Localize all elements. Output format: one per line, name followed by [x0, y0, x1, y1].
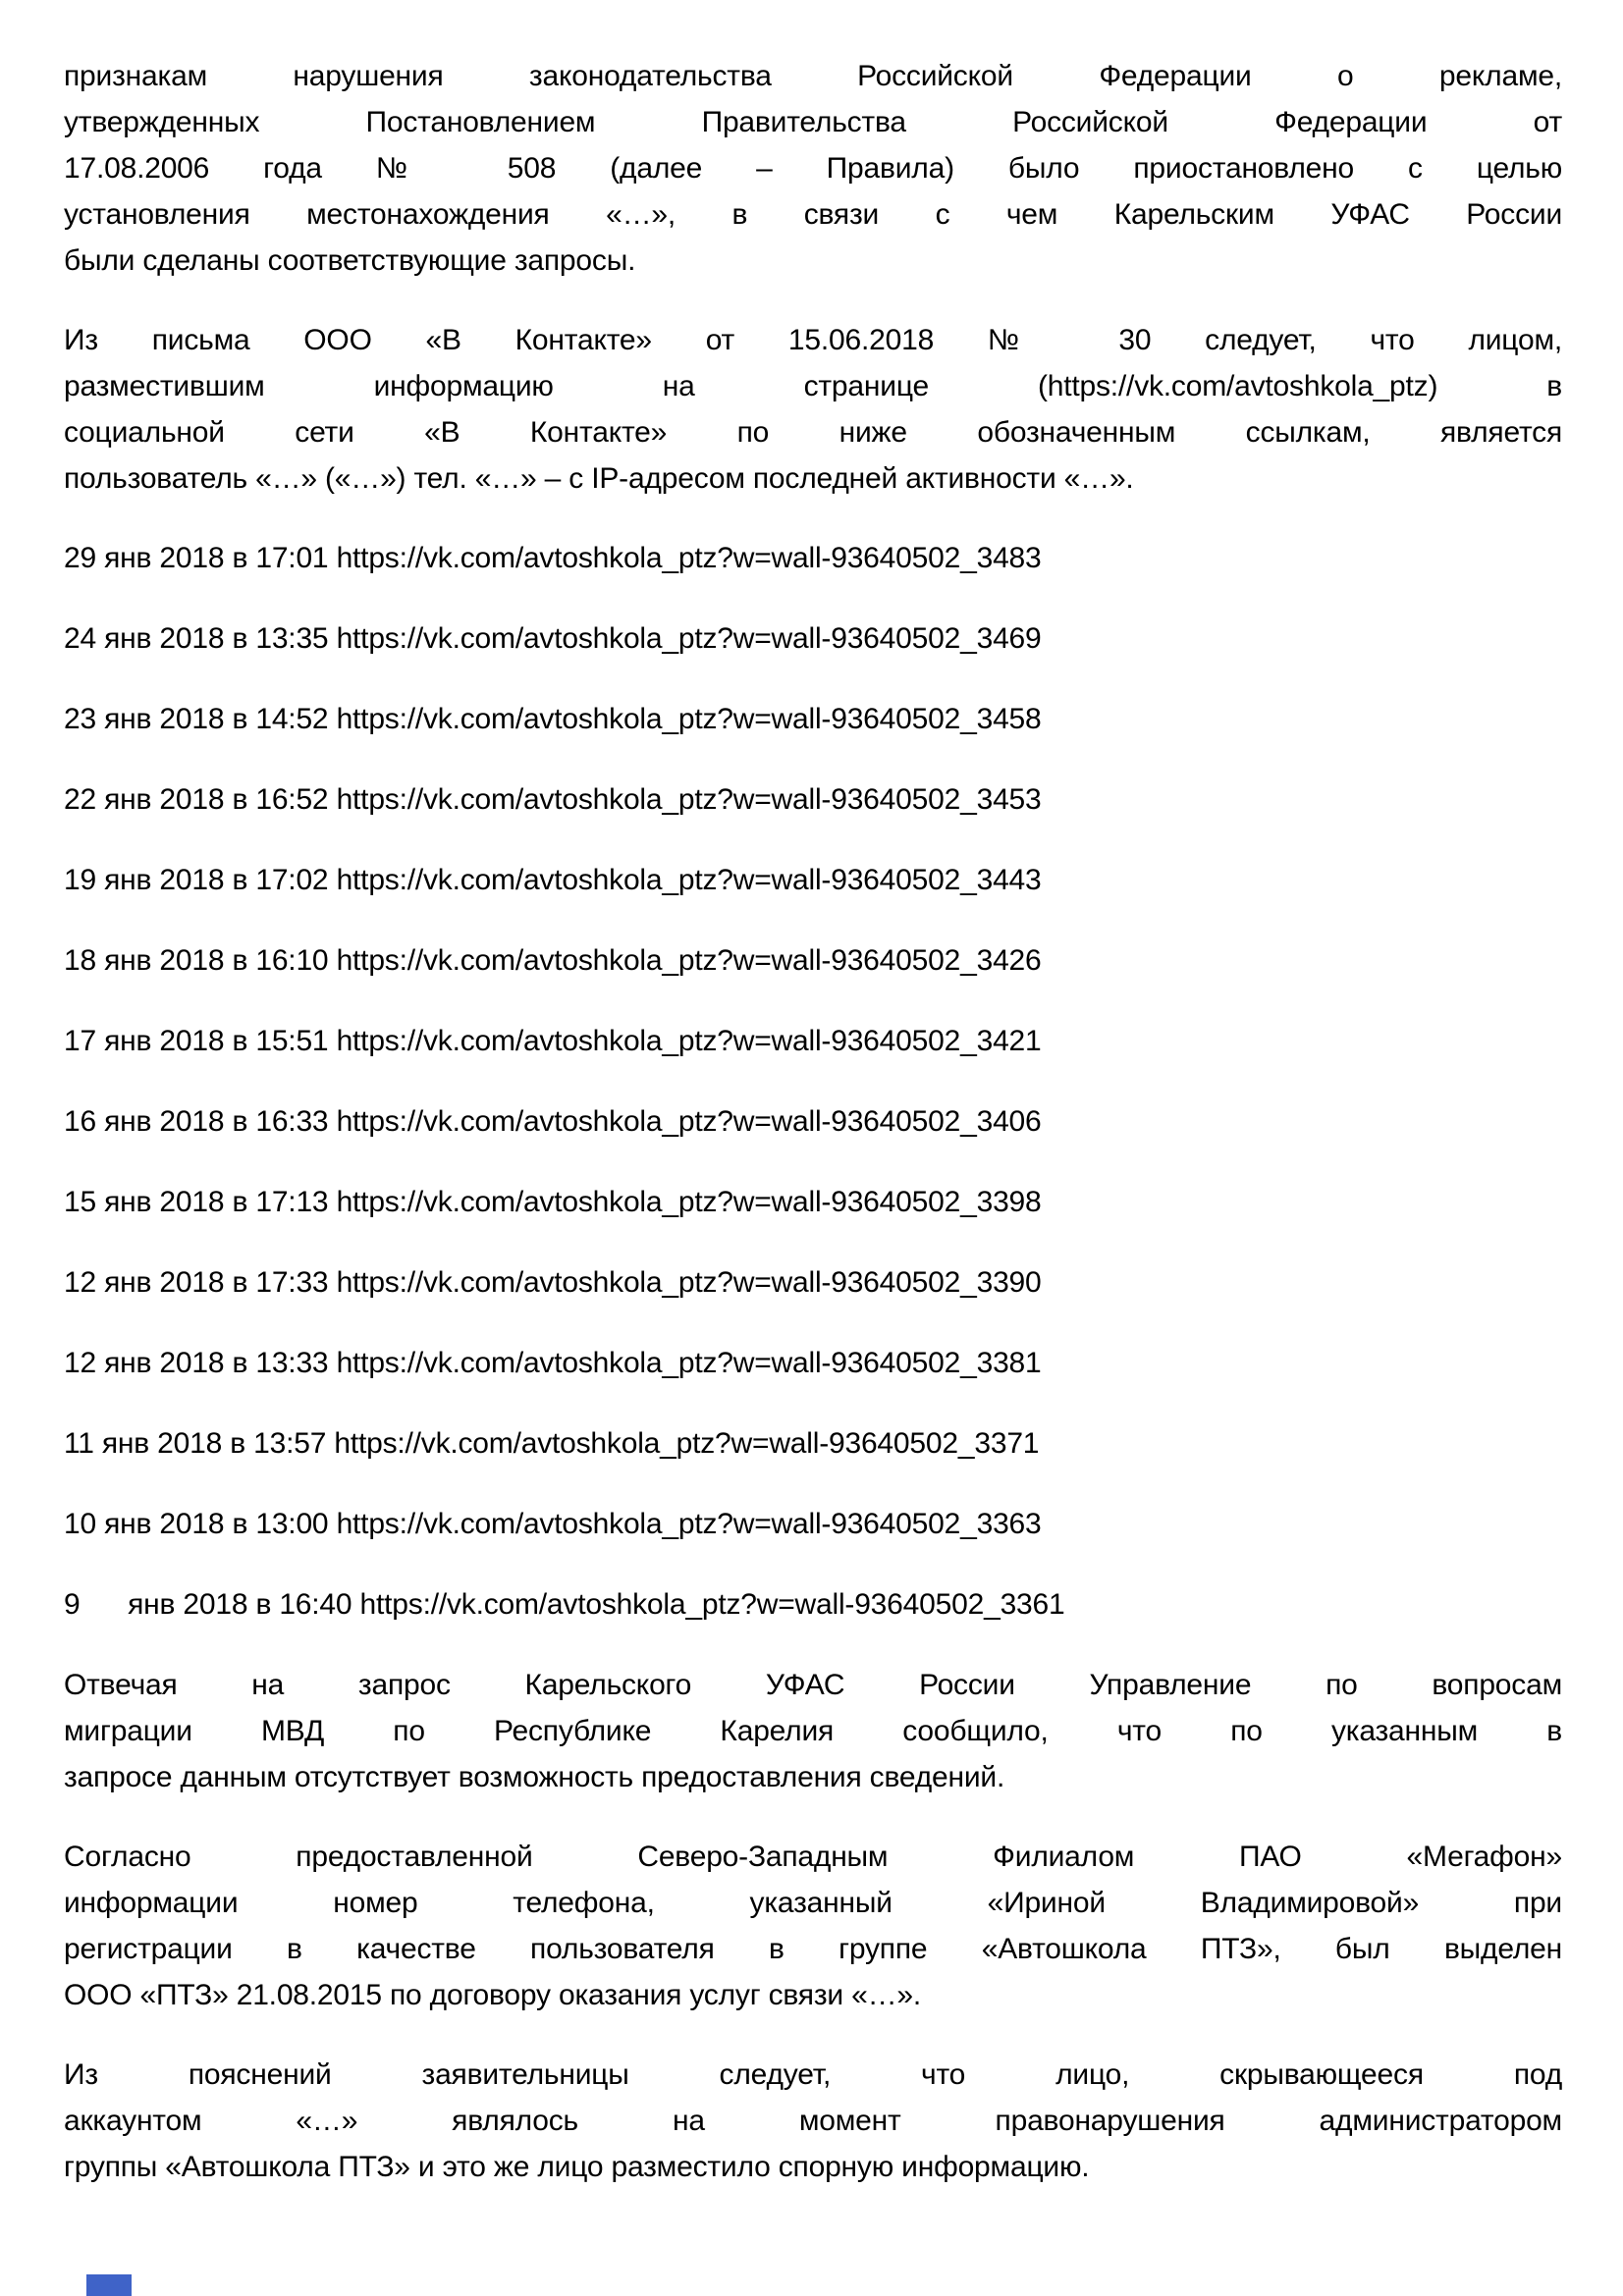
- vk-wall-url: https://vk.com/avtoshkola_ptz?w=wall-93640502_3469: [336, 622, 1042, 655]
- vk-wall-url: https://vk.com/avtoshkola_ptz?w=wall-93640502_3363: [336, 1508, 1042, 1540]
- text-line: группы «Автошкола ПТЗ» и это же лицо разместило спорную информацию.: [64, 2151, 1090, 2183]
- entry-datetime: 22 янв 2018 в 16:52: [64, 783, 329, 816]
- vk-link-entry: [64, 1581, 1562, 1628]
- entry-datetime: 18 янв 2018 в 16:10: [64, 944, 329, 977]
- text-line: миграции МВД по Республике Карелия сообщило, что по указанным в: [64, 1715, 1562, 1747]
- paragraph-applicant-explanations: [64, 2052, 1562, 2190]
- vk-link-entry: [64, 1179, 1562, 1225]
- vk-link-entry: [64, 937, 1562, 984]
- entry-datetime: 24 янв 2018 в 13:35: [64, 622, 329, 655]
- entry-datetime: 12 янв 2018 в 13:33: [64, 1347, 329, 1379]
- text-line: социальной сети «В Контакте» по ниже обозначенным ссылкам, является: [64, 416, 1562, 449]
- vk-link-entry: [64, 1420, 1562, 1467]
- text-line: пользователь «…» («…») тел. «…» – с IP-адресом последней активности «…».: [64, 462, 1134, 495]
- vk-wall-url: https://vk.com/avtoshkola_ptz?w=wall-93640502_3371: [334, 1427, 1040, 1460]
- entry-datetime: 9 янв 2018 в 16:40: [64, 1588, 352, 1621]
- vk-link-entry: [64, 1340, 1562, 1386]
- text-line: признакам нарушения законодательства Российской Федерации о рекламе,: [64, 60, 1562, 92]
- vk-wall-url: https://vk.com/avtoshkola_ptz?w=wall-93640502_3421: [336, 1025, 1042, 1057]
- vk-link-entry: [64, 615, 1562, 662]
- vk-wall-url: https://vk.com/avtoshkola_ptz?w=wall-93640502_3483: [336, 542, 1042, 574]
- vk-wall-url: https://vk.com/avtoshkola_ptz?w=wall-93640502_3381: [336, 1347, 1042, 1379]
- paragraph-migration-reply: [64, 1662, 1562, 1800]
- text-line: Согласно предоставленной Северо-Западным Филиалом ПАО «Мегафон»: [64, 1841, 1562, 1873]
- paragraph-advertising-law: [64, 53, 1562, 284]
- text-line: утвержденных Постановлением Правительства Российской Федерации от: [64, 106, 1562, 138]
- text-line: информации номер телефона, указанный «Ириной Владимировой» при: [64, 1887, 1562, 1919]
- vk-link-entry: [64, 696, 1562, 742]
- intro-paragraphs: [64, 53, 1562, 502]
- text-line: разместившим информацию на странице (https://vk.com/avtoshkola_ptz) в: [64, 370, 1562, 402]
- entry-datetime: 11 янв 2018 в 13:57: [64, 1427, 327, 1460]
- text-line: запросе данным отсутствует возможность предоставления сведений.: [64, 1761, 1005, 1793]
- vk-link-entry: [64, 1501, 1562, 1547]
- paragraph-megafon-info: [64, 1834, 1562, 2018]
- vk-wall-url: https://vk.com/avtoshkola_ptz?w=wall-93640502_3458: [336, 703, 1042, 735]
- text-line: Из пояснений заявительницы следует, что лицо, скрывающееся под: [64, 2058, 1562, 2091]
- vk-link-entry: [64, 535, 1562, 581]
- entry-datetime: 29 янв 2018 в 17:01: [64, 542, 329, 574]
- vk-wall-url: https://vk.com/avtoshkola_ptz?w=wall-93640502_3390: [336, 1266, 1042, 1299]
- paragraph-vkontakte-letter: [64, 317, 1562, 502]
- entry-datetime: 10 янв 2018 в 13:00: [64, 1508, 329, 1540]
- text-line: ООО «ПТЗ» 21.08.2015 по договору оказания услуг связи «…».: [64, 1979, 921, 2011]
- entry-datetime: 15 янв 2018 в 17:13: [64, 1186, 329, 1218]
- vk-link-entry: [64, 857, 1562, 903]
- entry-datetime: 16 янв 2018 в 16:33: [64, 1105, 329, 1138]
- text-line: Отвечая на запрос Карельского УФАС России Управление по вопросам: [64, 1669, 1562, 1701]
- vk-wall-url: https://vk.com/avtoshkola_ptz?w=wall-93640502_3398: [336, 1186, 1042, 1218]
- vk-link-entry: [64, 776, 1562, 823]
- text-line: установления местонахождения «…», в связи с чем Карельским УФАС России: [64, 198, 1562, 231]
- vk-links-list: [64, 535, 1562, 1628]
- entry-datetime: 12 янв 2018 в 17:33: [64, 1266, 329, 1299]
- vk-wall-url: https://vk.com/avtoshkola_ptz?w=wall-93640502_3443: [336, 864, 1042, 896]
- closing-paragraphs: [64, 1662, 1562, 2190]
- text-line: 17.08.2006 года № 508 (далее – Правила) было приостановлено с целью: [64, 152, 1562, 185]
- entry-datetime: 19 янв 2018 в 17:02: [64, 864, 329, 896]
- vk-wall-url: https://vk.com/avtoshkola_ptz?w=wall-93640502_3361: [359, 1588, 1065, 1621]
- text-line: аккаунтом «…» являлось на момент правонарушения администратором: [64, 2105, 1562, 2137]
- vk-wall-url: https://vk.com/avtoshkola_ptz?w=wall-93640502_3426: [336, 944, 1042, 977]
- vk-wall-url: https://vk.com/avtoshkola_ptz?w=wall-93640502_3453: [336, 783, 1042, 816]
- text-line: регистрации в качестве пользователя в группе «Автошкола ПТЗ», был выделен: [64, 1933, 1562, 1965]
- text-line: Из письма ООО «В Контакте» от 15.06.2018 № 30 следует, что лицом,: [64, 324, 1562, 356]
- entry-datetime: 17 янв 2018 в 15:51: [64, 1025, 329, 1057]
- vk-wall-url: https://vk.com/avtoshkola_ptz?w=wall-93640502_3406: [336, 1105, 1042, 1138]
- blue-marker: [86, 2274, 132, 2296]
- text-line: были сделаны соответствующие запросы.: [64, 244, 636, 277]
- vk-link-entry: [64, 1018, 1562, 1064]
- entry-datetime: 23 янв 2018 в 14:52: [64, 703, 329, 735]
- vk-link-entry: [64, 1098, 1562, 1145]
- vk-link-entry: [64, 1259, 1562, 1306]
